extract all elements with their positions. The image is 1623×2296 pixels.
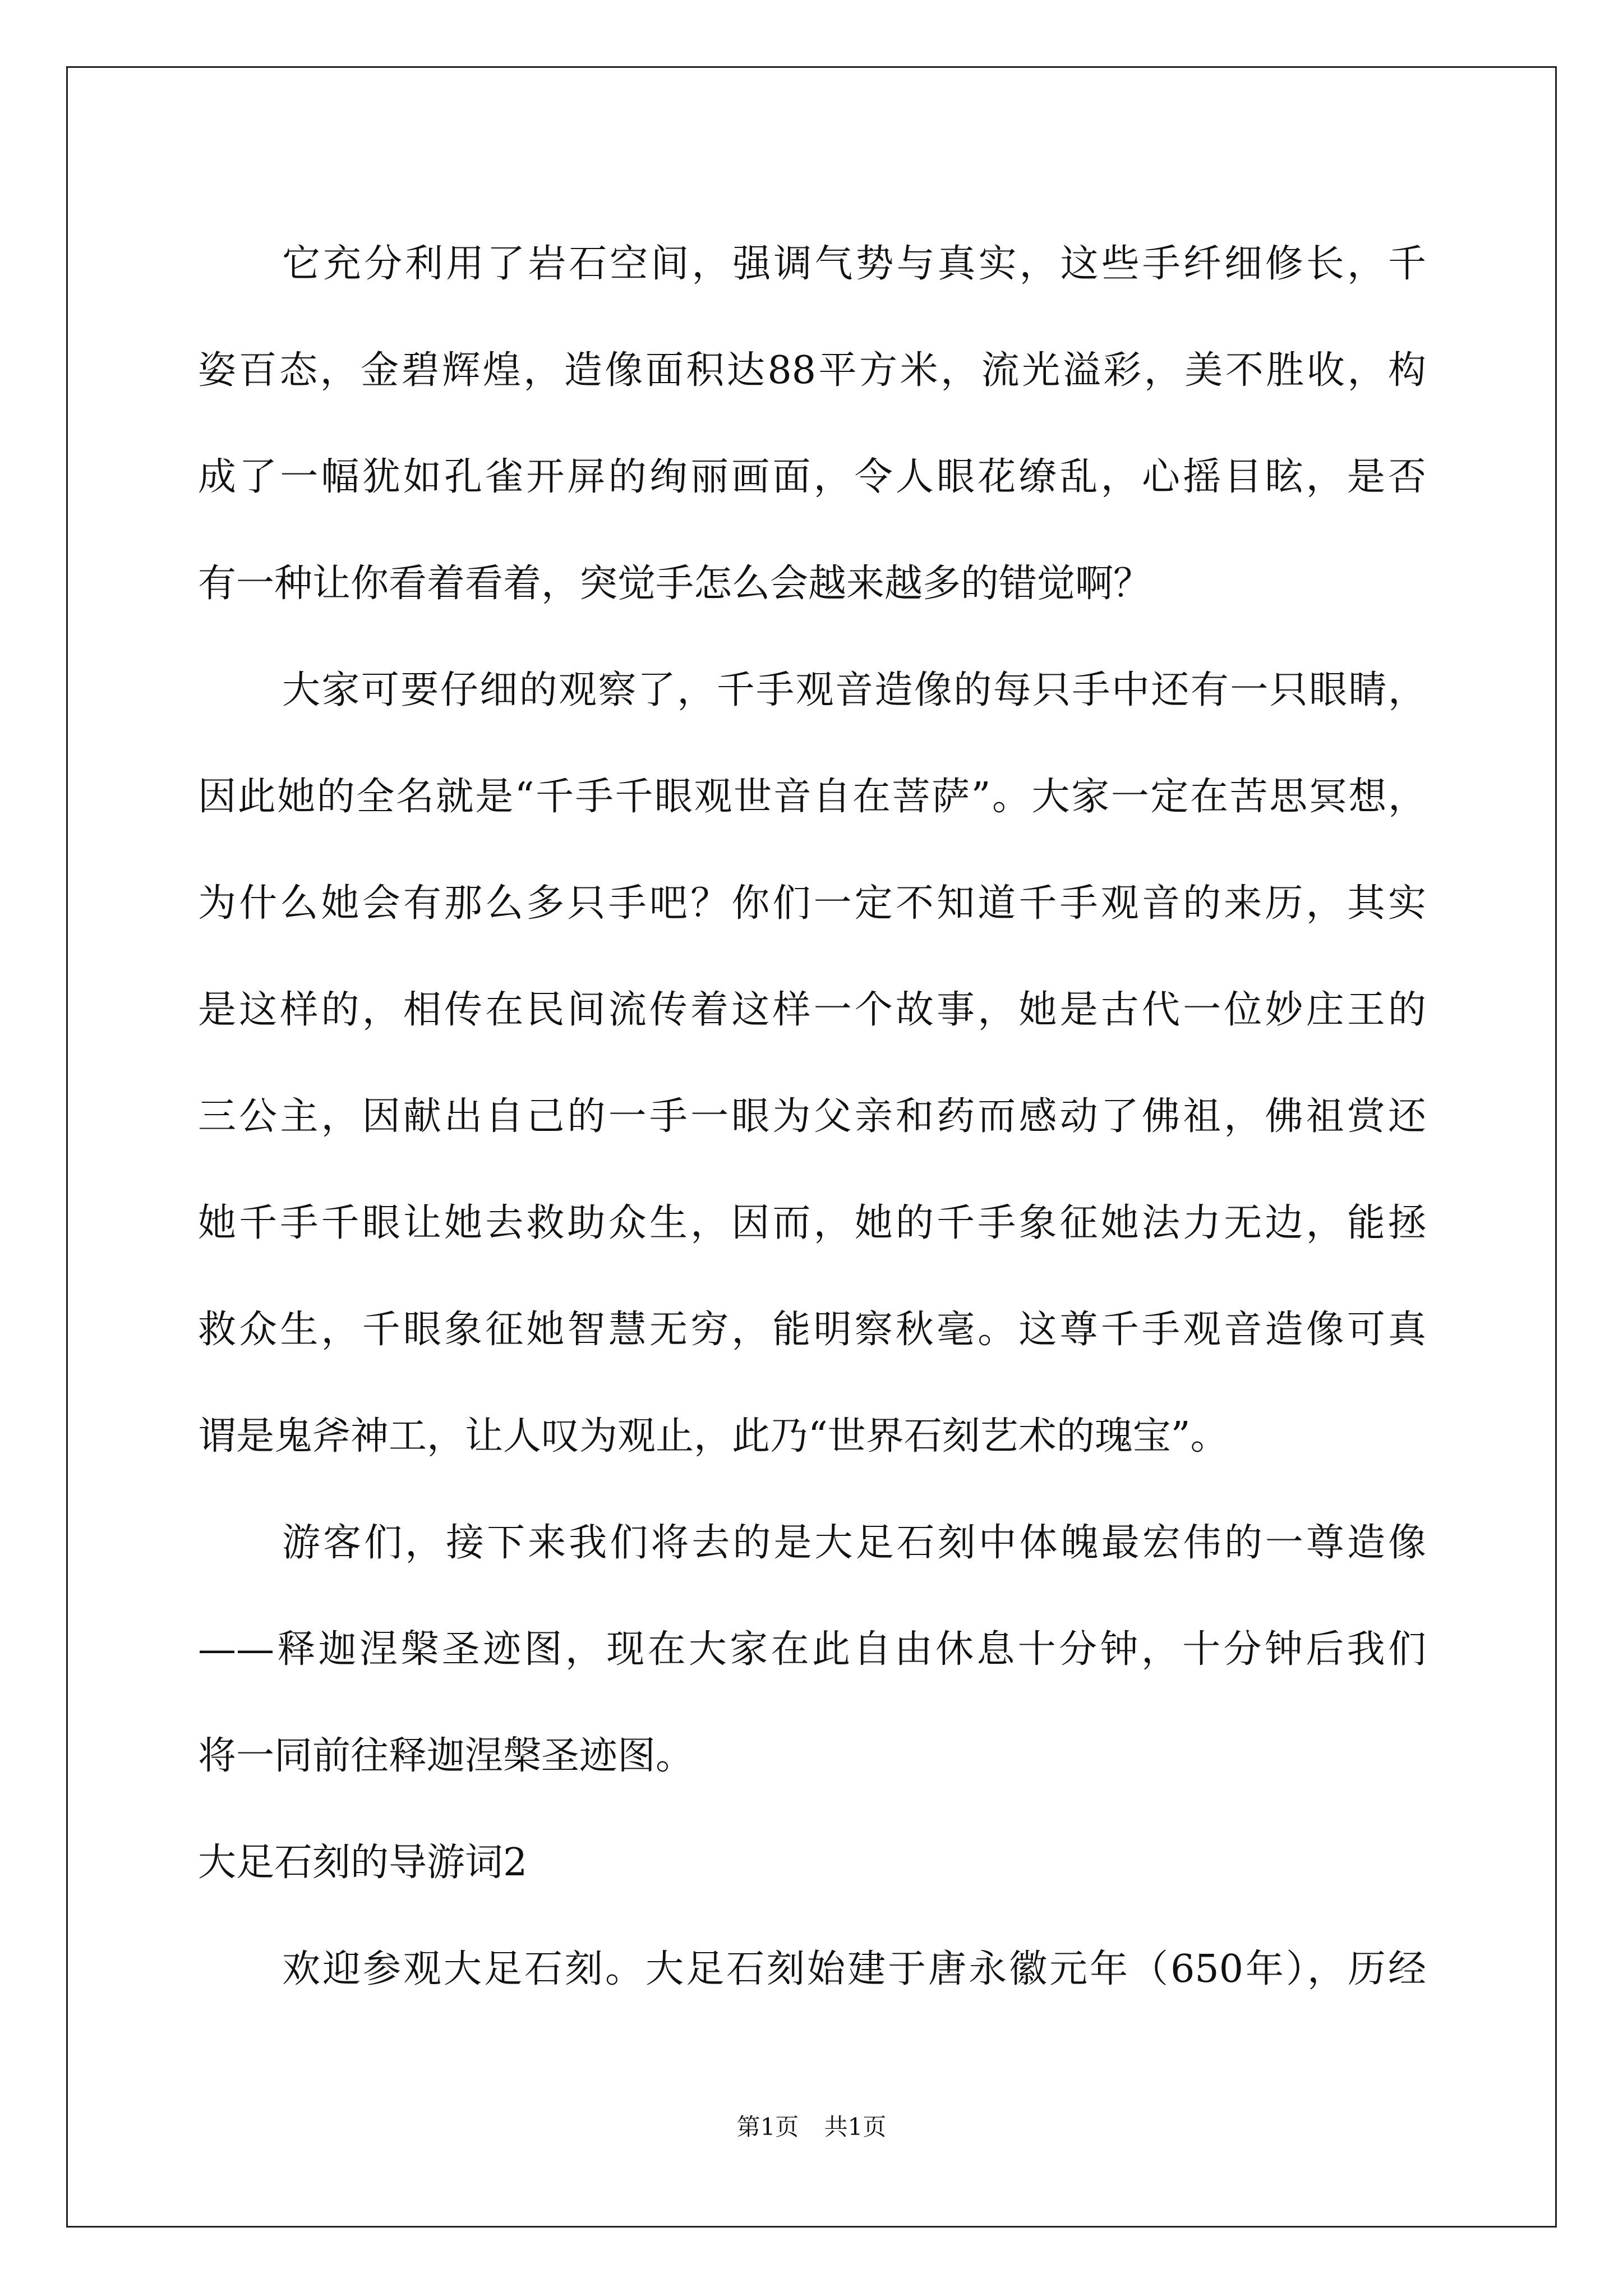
- page-number: 第1页: [736, 2113, 799, 2141]
- paragraph-line: 成了一幅犹如孔雀开屏的绚丽画面，令人眼花缭乱，心摇目眩，是否: [198, 455, 1426, 499]
- document-body: [198, 211, 1426, 2023]
- paragraph-line: 有一种让你看着看着，突觉手怎么会越来越多的错觉啊？: [198, 562, 1152, 606]
- paragraph-line: 救众生，千眼象征她智慧无穷，能明察秋毫。这尊千手观音造像可真: [198, 1308, 1426, 1352]
- paragraph-line: 谓是鬼斧神工，让人叹为观止，此乃“世界石刻艺术的瑰宝”。: [198, 1414, 1229, 1458]
- paragraph-line: 游客们，接下来我们将去的是大足石刻中体魄最宏伟的一尊造像: [282, 1521, 1426, 1565]
- paragraph-line: 欢迎参观大足石刻。大足石刻始建于唐永徽元年（650年），历经: [282, 1947, 1426, 1991]
- section-heading: 大足石刻的导游词2: [198, 1841, 528, 1885]
- page-total: 共1页: [824, 2113, 887, 2141]
- paragraph-line: 她千手千眼让她去救助众生，因而，她的千手象征她法力无边，能拯: [198, 1201, 1426, 1245]
- paragraph-line: 将一同前往释迦涅槃圣迹图。: [198, 1734, 694, 1778]
- paragraph-line: 为什么她会有那么多只手吧？你们一定不知道千手观音的来历，其实: [198, 881, 1426, 926]
- paragraph-line: 姿百态，金碧辉煌，造像面积达88平方米，流光溢彩，美不胜收，构: [198, 348, 1426, 393]
- paragraph-line: 是这样的，相传在民间流传着这样一个故事，她是古代一位妙庄王的: [198, 988, 1426, 1032]
- paragraph-line: 三公主，因献出自己的一手一眼为父亲和药而感动了佛祖，佛祖赏还: [198, 1094, 1426, 1139]
- paragraph-line: ——释迦涅槃圣迹图，现在大家在此自由休息十分钟，十分钟后我们: [198, 1627, 1426, 1672]
- paragraph-line: 它充分利用了岩石空间，强调气势与真实，这些手纤细修长，千: [282, 242, 1426, 286]
- paragraph-line: 大家可要仔细的观察了，千手观音造像的每只手中还有一只眼睛，: [282, 668, 1426, 712]
- paragraph-line: 因此她的全名就是“千手千眼观世音自在菩萨”。大家一定在苦思冥想，: [198, 775, 1426, 819]
- page-footer: [0, 2110, 1623, 2144]
